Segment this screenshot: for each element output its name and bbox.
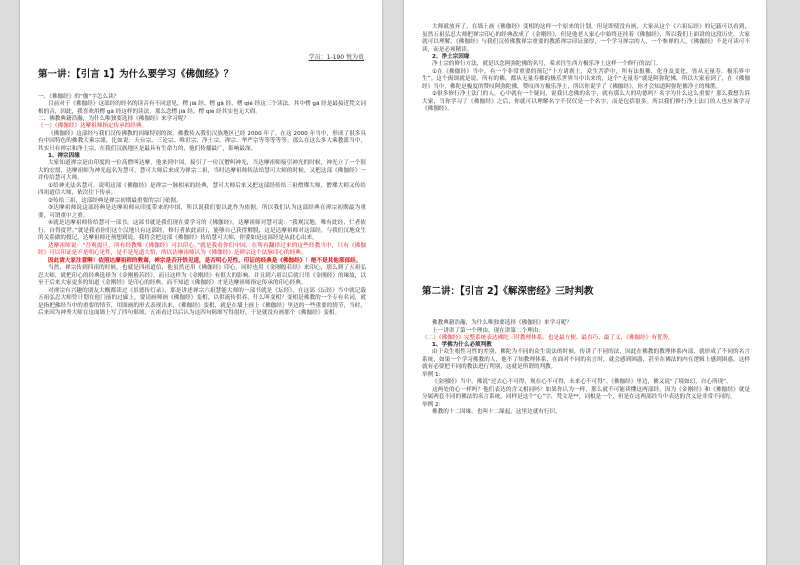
section-heading: （二）《佛伽经》完整系统表达佛陀三时教理体系，也是最方便、最直巧、最了义，《佛伽经》有优势。 [422, 335, 674, 341]
body-paragraph: 因此请大家注意啊！依照达摩祖师的教诲，禅宗是否开悟见道，是否明心见性，印证的经典是《佛伽经》！绝不是其他那部经。 [48, 257, 362, 264]
lecture-1-title: 第一讲：【引言 1】为什么要学习《佛伽经》？ [38, 69, 234, 80]
body-paragraph: 《金刚经》当中，佛说“过去心不可得，现在心不可得，未来心不可得”。《佛伽经》里边，佛又说“了境如幻，自心所现”。 [432, 379, 732, 386]
body-paragraph: 举例 1： [422, 371, 445, 378]
document-page-left [20, 0, 382, 565]
section-heading: 2、净土宗因缘 [432, 54, 470, 60]
body-paragraph: ②很多修行净土法门的人，心中就有一个疑问，说我只念佛的名字，就有那么大的功德吗？名字为什么这么重要？那么我想告诉大家，当你学习了《佛伽经》之后，你就可以理解名字不仅仅是一个名字，而是包括很多。所以我们修行净土法门的人也应该学习《佛伽经》。 [422, 91, 750, 113]
body-paragraph: ②传给三祖，这部经典是禅宗初期最重要的宗门依据。 [48, 197, 182, 204]
body-paragraph: 净土宗的修行方法，就是以念阿弥陀佛的名号，希求往生西方极乐净土这样一个修行的法门。 [432, 61, 662, 68]
section-heading: 1、禅宗因缘 [48, 153, 80, 160]
student-header-note: 学员：1-190 悦为贵 [308, 54, 364, 61]
body-paragraph: ①在《佛伽经》当中，有一个非常重要的预记“十方诸刹土，众生菩萨中，所有法报佛，化身及变化，皆从无量寿，极乐界中生”。这个偈颂就是说，所有的佛，都从无量寿佛的极乐世界当中出来的，这个“无量寿”就是阿弥陀佛，所以大家看到了，在《佛伽经》当中，佛陀是极度的赞叹阿弥陀佛，赞叹西方极乐净土，所以你说学了《佛伽经》，你才会知道阿弥陀佛净土的殊胜。 [422, 68, 750, 90]
right-page-body-bottom [422, 320, 750, 417]
lecture-2-title: 第二讲：【引言 2】《解深密经》三时判教 [422, 286, 594, 297]
section-heading: 二、佛教典籍浩瀚，为什么唯独要选择《佛伽经》来学习呢？ [38, 116, 190, 123]
right-page-body-top [422, 24, 750, 114]
left-page-body [38, 94, 366, 318]
body-paragraph: 《佛伽经》这部经与我们汉传佛教的因缘特别的深。佛教传入我们汉族地区已经 2000 年了。在这 2000 年当中，形成了很多具有中国特色的佛教大乘宗派，比如说：天台宗、三论宗、唯识宗、净土宗、禅宗、华严宗等等等等等。那么在这么多大乘教派当中，其实只有禅宗和净土宗，在我们汉族地区是最具有生命力的，他们传播最广，影响最深。 [38, 130, 366, 152]
body-paragraph: 当然，禅宗传到四祖的时候，也就是四祖道信，他虽然还用《佛伽经》印心，同时也用《金刚般若经》来印心，那么到了五祖弘忍大师，就把印心的经典选择为《金刚般若经》，而且这样为《金刚经》有很大的影响。并且到六祖以后就只用《金刚经》的缘故，以至于后来大家更多的知道《金刚经》是印心的经典，而不知道《佛伽经》才是达摩祖师指定传承的印心经典。 [38, 265, 366, 287]
body-paragraph: 佛教的十二因缘，也叫十二缘起，这里边就有行识。 [432, 409, 561, 416]
body-paragraph: 上一讲讲了第一个理由，现在讲第二个理由： [432, 327, 544, 334]
body-paragraph: 佛教典籍浩瀚，为什么唯独要选择《佛伽经》来学习呢？ [432, 320, 572, 326]
body-paragraph: 达摩祖师说：“吾观震旦，所有经教唯《佛伽经》可以印心。”就是我看你们中国，在所有翻译过来的这些经教当中，只有《佛伽经》可以印证是不是明心见性，是不是见道大悟，所以达摩祖师认为《佛伽经》是禅宗这个法脉印心的经典。 [38, 242, 366, 257]
body-paragraph: ④就是达摩祖师传给慧可一部书，这部书就是我们现在要学习的《佛伽经》。达摩祖师对慧可说：“我观汉地，唯有此经，仁者依行，自得度世。”就是我看你们这个汉地只有这部经，修行者依此而行，能够自己获得解脱，这是达摩祖师对这部经，与我们汉地众生的关系做的授记，达摩祖师还预想到说，我将会把这部《佛伽经》传给慧可大师，你要如是这部经是从此心出来。 [38, 220, 366, 242]
body-paragraph: 大家知道禅宗是由印度的一位高僧叫达摩，他来到中国，接引了一位汉僧叫神光，当达摩祖师接引神光的时候，神光立了一个很大的宏愿，达摩祖师为神光起名为慧可，慧可大师后来成为禅宗二祖，当时达摩祖师传法给慧可大师的时候，又把这部《佛伽经》一并传给慧可大师。 [38, 160, 366, 182]
section-heading: （一）《佛伽经》达摩祖师指定传承的经典。 [38, 123, 148, 130]
body-paragraph: ③达摩祖师说这部经典是达摩祖师从印度带来的中国，所以说我们要以此作为依据。所以我们认为这部经典在禅宗初期最为重要，可谓重中之重。 [38, 205, 366, 219]
body-paragraph: 由于众生根性习性的差别，佛陀为不同的众生说法的时候，传讲了不同的法，因此在佛教的教理体系内部，就形成了不同的名言系统，如果一个学习佛教的人，他不了知教理体系，在面对不同的名言时，就会感到困惑，甚至在佛法的内在逻辑上感到困惑，这样就有必要把不同的教法进行判别，这就是所谓的判教。 [422, 349, 750, 371]
document-page-right [404, 0, 766, 565]
body-paragraph: 这两处的心一样吗？他们表达的含义相同吗？如果你认为一样，那么就不可能读懂这两部经，因为《金刚经》和《佛伽经》就是分属两套不同的佛法的名言系统。同样是这个“心”字，梵文是**，词根是一个，但是在这两部经当中表达的含义是非常不同的。 [422, 386, 750, 401]
body-paragraph: 大师就放弃了，在墙上画《佛伽经》变相的这样一个原来的计划，但是即使没有画，大家从这个《六祖坛经》的记载可以看到，虽然五祖弘忍大师把禅宗印心的经典改成了《金刚经》，但是他老人家心中始终还挂着《佛伽经》，所以我们上面讲的这段历史，大家就可以理解，《佛伽经》与我们汉传佛教禅宗重要的教派禅宗印证深厚，一个学习禅宗的人，一个参禅的人，《佛伽经》不是可读可不读，而是必须精读。 [422, 24, 750, 53]
section-heading: 一、《佛伽经》的“伽”字怎么读？ [38, 94, 120, 100]
body-paragraph: 目前对于《佛伽经》这部经的经名的读音有不同意见，楞 jiā 经、楞 gā 经、楞 qié 经这三个读法，其中楞 gā 经是最接近梵文词根的音，因此，我喜欢用楞 gā 经这样的读法，那么念楞 jiā 经、楞 qié 经其实也无大碍。 [38, 101, 366, 115]
body-paragraph: 对禅宗有兴趣的朋友大概都读过《景德传灯录》，那是讲述禅宗六祖慧能大师的一部书就是《坛经》，在这部《坛经》当中就记载五祖弘忍大师曾计划在他门前的过廊上，要请画师画《佛伽经》变相，以供流传供养，什么叫变相？变相是佛教的一个专有名词，就是指把佛经当中的重要的情节，用图画的形式表现出来，《佛伽经》变相，就是在墙上画上《佛伽经》里边的一些重要的情节，当时，后来因为神秀大师在这面墙上写了四句偈颂，五祖看过以后认为这四句偈颂写得很好，于是就没有画那个《佛伽经》变相。 [38, 287, 366, 317]
body-paragraph: ①给神光法名慧可。说明这部《佛伽经》是禅宗一脉相承的经典，慧可大师后来又把这部经传给三祖僧璨大师，僧璨大师又传给四祖道信大师，依次往下传承。 [38, 182, 366, 197]
body-paragraph: 举例 2： [422, 401, 445, 408]
section-heading: 1、学佛为什么必须判教 [432, 342, 492, 349]
